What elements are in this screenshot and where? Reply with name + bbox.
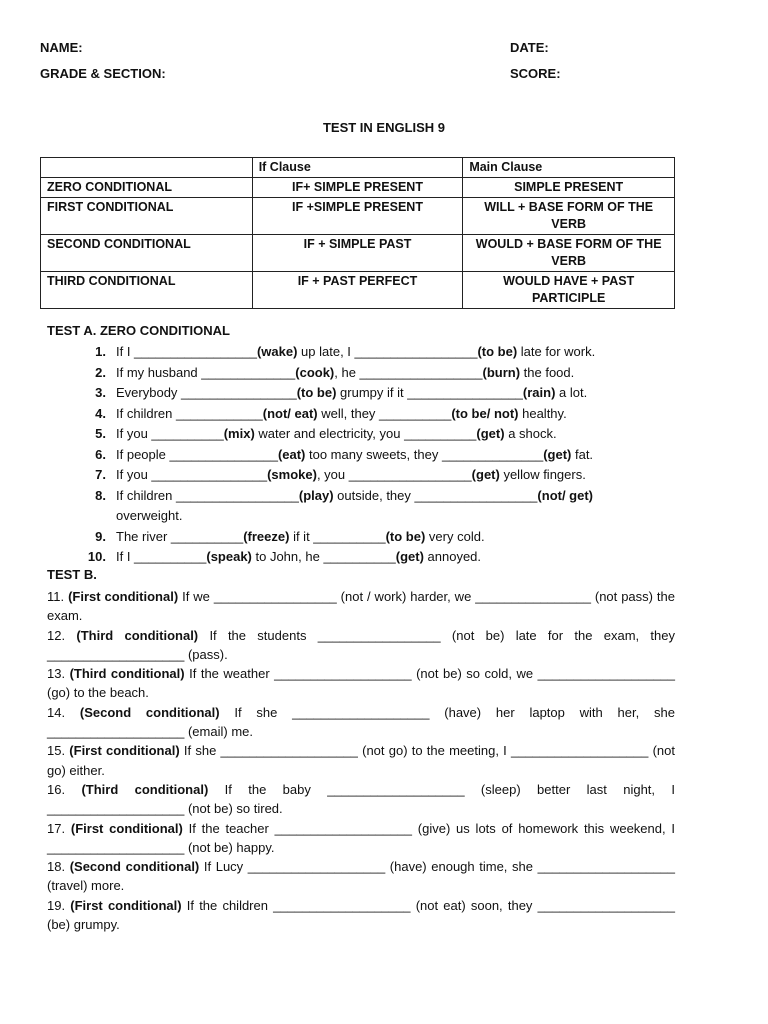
- item-text: very cold.: [425, 528, 485, 544]
- test-b-item: [47, 780, 675, 819]
- item-number: 4.: [95, 405, 106, 421]
- test-b-item: [47, 857, 675, 896]
- item-text: If my husband _____________: [116, 364, 296, 380]
- table-cell: THIRD CONDITIONAL: [41, 272, 253, 309]
- item-number: 13.: [47, 666, 66, 682]
- table-cell: ZERO CONDITIONAL: [41, 178, 253, 198]
- test-a-list: [80, 342, 640, 568]
- item-text: fat.: [571, 446, 594, 462]
- conditionals-table: [40, 157, 675, 309]
- item-text: If the children ___________________ (not eat) soon, they ___________________ (be) grumpy.: [47, 897, 675, 933]
- table-row: [41, 198, 675, 235]
- test-a-heading: TEST A. ZERO CONDITIONAL: [47, 323, 230, 338]
- item-text: the food.: [520, 364, 575, 380]
- item-number: 3.: [95, 385, 106, 400]
- verb-hint: (play): [298, 487, 334, 503]
- verb-hint: (to be/ not): [451, 405, 519, 421]
- table-header-cell: Main Clause: [463, 158, 675, 178]
- verb-hint: (get): [476, 426, 505, 441]
- test-a-item: [80, 424, 640, 445]
- item-text: , you _________________: [316, 467, 472, 482]
- item-number: 11.: [47, 589, 65, 604]
- item-number: 1.: [95, 344, 106, 359]
- item-text: too many sweets, they ______________: [305, 446, 544, 462]
- table-row: [41, 178, 675, 198]
- item-text: annoyed.: [423, 549, 482, 564]
- table-cell: WOULD HAVE + PAST PARTICIPLE: [463, 272, 675, 309]
- table-header-row: [41, 158, 675, 178]
- item-number: 16.: [47, 781, 66, 797]
- item-number: 7.: [95, 467, 106, 482]
- item-text: water and electricity, you __________: [254, 426, 477, 441]
- item-number: 14.: [47, 704, 66, 720]
- table-row: [41, 235, 675, 272]
- item-number: 6.: [95, 446, 106, 462]
- item-text: If the students _________________ (not be) late for the exam, they ___________________ (pass).: [47, 627, 676, 662]
- table-cell: SECOND CONDITIONAL: [41, 235, 253, 272]
- test-a-item: [80, 547, 640, 568]
- item-text: yellow fingers.: [499, 467, 586, 482]
- verb-hint: (eat): [277, 446, 306, 462]
- table-cell: WOULD + BASE FORM OF THE VERB: [463, 235, 675, 272]
- table-cell: FIRST CONDITIONAL: [41, 198, 253, 235]
- item-text: up late, I _________________: [297, 344, 478, 359]
- item-text: Everybody ________________: [116, 385, 297, 400]
- conditional-type-label: (First conditional): [68, 589, 179, 604]
- conditional-type-label: (Third conditional): [81, 781, 209, 797]
- verb-hint: (not/ eat): [262, 405, 318, 421]
- item-text: If the teacher ___________________ (give) us lots of homework this weekend, I ___________________ (not be) happy.: [47, 820, 675, 855]
- item-text: If people _______________: [116, 446, 278, 462]
- test-b-item: [47, 896, 675, 935]
- conditional-type-label: (First conditional): [69, 743, 180, 759]
- test-a-item: [80, 445, 640, 466]
- verb-hint: (get): [543, 446, 572, 462]
- verb-hint: (wake): [256, 344, 298, 359]
- item-text: If Lucy ___________________ (have) enough time, she ___________________ (travel) more.: [47, 859, 675, 894]
- item-number: 12.: [47, 627, 66, 643]
- item-text: , he _________________: [334, 364, 483, 380]
- item-text: a shock.: [504, 426, 557, 441]
- verb-hint: (burn): [482, 364, 521, 380]
- item-text: healthy.: [518, 405, 567, 421]
- item-number: 9.: [95, 528, 106, 544]
- verb-hint: (to be): [296, 385, 337, 400]
- item-text: If she ___________________ (not go) to the meeting, I ___________________ (not go) either.: [47, 743, 675, 778]
- verb-hint: (get): [395, 549, 424, 564]
- item-number: 5.: [95, 426, 106, 441]
- test-b-item: [47, 587, 675, 626]
- item-text: The river __________: [116, 528, 244, 544]
- table-cell: IF + SIMPLE PAST: [252, 235, 463, 272]
- item-text: If I _________________: [116, 344, 257, 359]
- test-a-item: [80, 527, 640, 548]
- item-text: a lot.: [555, 385, 588, 400]
- test-a-item: [80, 363, 640, 384]
- item-text: If we _________________ (not / work) harder, we ________________ (not pass) the exam.: [47, 589, 675, 624]
- conditional-type-label: (Second conditional): [79, 704, 220, 720]
- test-a-item: [80, 465, 640, 486]
- item-number: 2.: [95, 364, 106, 380]
- test-b-item: [47, 626, 675, 665]
- test-a-item: [80, 342, 640, 363]
- item-text: outside, they _________________: [333, 487, 538, 503]
- item-number: 17.: [47, 820, 66, 836]
- item-number: 10.: [87, 549, 106, 564]
- verb-hint: (smoke): [267, 467, 317, 482]
- item-text: If she ___________________ (have) her laptop with her, she ___________________ (email) me.: [47, 704, 675, 740]
- name-label: NAME:: [40, 40, 83, 55]
- item-text: If I __________: [116, 549, 207, 564]
- item-number: 19.: [47, 897, 66, 913]
- conditional-type-label: (First conditional): [70, 897, 182, 913]
- verb-hint: (to be): [477, 344, 518, 359]
- verb-hint: (to be): [385, 528, 426, 544]
- table-header-cell: [41, 158, 253, 178]
- table-cell: WILL + BASE FORM OF THE VERB: [463, 198, 675, 235]
- verb-hint: (get): [471, 467, 500, 482]
- item-text: grumpy if it ________________: [336, 385, 523, 400]
- verb-hint: (freeze): [243, 528, 290, 544]
- item-text: late for work.: [517, 344, 596, 359]
- table-cell: IF + PAST PERFECT: [252, 272, 463, 309]
- test-a-item: [80, 383, 640, 404]
- item-text: If the weather ___________________ (not be) so cold, we ___________________ (go) to the beach.: [47, 666, 675, 701]
- conditional-type-label: (Third conditional): [76, 627, 199, 643]
- item-text: If children ____________: [116, 405, 263, 421]
- date-label: DATE:: [510, 40, 549, 55]
- verb-hint: (rain): [522, 385, 556, 400]
- test-b-list: [47, 587, 675, 934]
- verb-hint: (mix): [223, 426, 255, 441]
- page-title: TEST IN ENGLISH 9: [322, 120, 446, 135]
- item-number: 18.: [47, 859, 66, 875]
- test-b-item: [47, 741, 675, 780]
- table-header-cell: If Clause: [252, 158, 463, 178]
- item-number: 15.: [47, 743, 66, 759]
- item-number: 8.: [95, 487, 106, 503]
- verb-hint: (not/ get): [537, 487, 594, 503]
- conditional-type-label: (First conditional): [70, 820, 183, 836]
- table-cell: IF+ SIMPLE PRESENT: [252, 178, 463, 198]
- test-a-item: [80, 404, 640, 425]
- item-text: If the baby ___________________ (sleep) better last night, I ___________________ (not be) so tired.: [47, 781, 675, 817]
- conditional-type-label: (Second conditional): [69, 859, 200, 875]
- test-b-heading: TEST B.: [47, 567, 97, 582]
- item-text: overweight.: [116, 508, 183, 523]
- test-a-item: [80, 486, 640, 527]
- test-b-item: [47, 819, 675, 858]
- table-row: [41, 272, 675, 309]
- test-b-item: [47, 664, 675, 703]
- item-text: If you ________________: [116, 467, 268, 482]
- item-text: If children _________________: [116, 487, 299, 503]
- verb-hint: (cook): [295, 364, 335, 380]
- test-b-item: [47, 703, 675, 742]
- conditional-type-label: (Third conditional): [69, 666, 185, 682]
- table-cell: IF +SIMPLE PRESENT: [252, 198, 463, 235]
- score-label: SCORE:: [510, 66, 561, 81]
- grade-section-label: GRADE & SECTION:: [40, 66, 166, 81]
- item-text: to John, he __________: [251, 549, 396, 564]
- item-text: well, they __________: [317, 405, 452, 421]
- verb-hint: (speak): [206, 549, 252, 564]
- table-cell: SIMPLE PRESENT: [463, 178, 675, 198]
- item-text: If you __________: [116, 426, 224, 441]
- item-text: if it __________: [289, 528, 386, 544]
